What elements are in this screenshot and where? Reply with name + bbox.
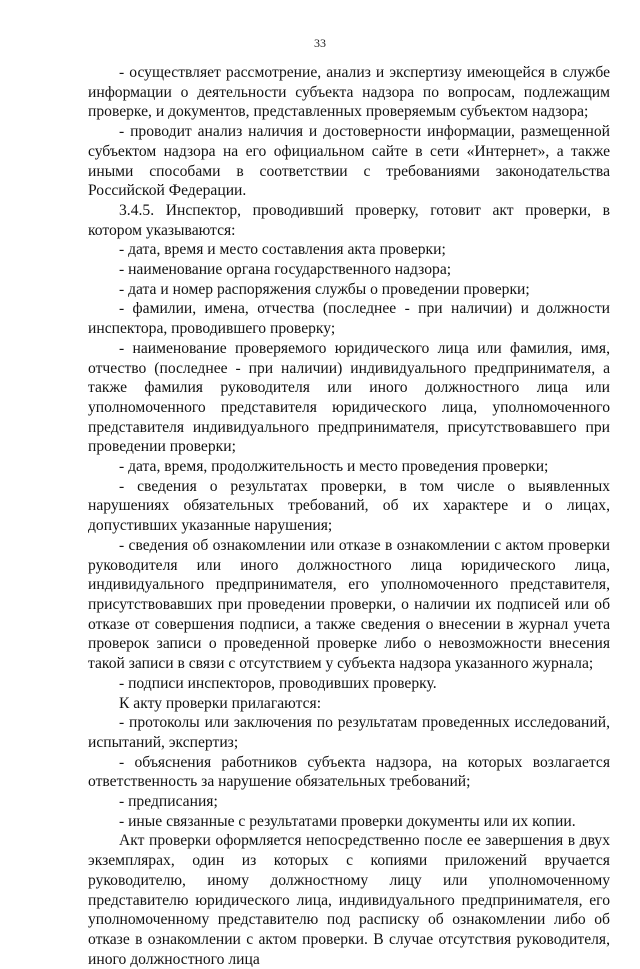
paragraph: - осуществляет рассмотрение, анализ и экспертизу имеющейся в службе информации о деятельности субъекта надзора по вопросам, подлежащим проверке, и документов, представленных проверяемым субъектом надзора;: [88, 64, 610, 121]
paragraph: - наименование органа государственного надзора;: [119, 261, 452, 279]
paragraph: - наименование проверяемого юридического лица или фамилия, имя, отчество (последнее - при наличии) индивидуального предпринимателя, а также фамилия руководителя или иного должностного лица или уполномоченного представителя юридического лица, уполномоченного представителя индивидуального предпринимателя, присутствовавшего при проведении проверки;: [88, 339, 610, 456]
document-body: [88, 63, 610, 969]
paragraph: 3.4.5. Инспектор, проводивший проверку, готовит акт проверки, в котором указываются:: [88, 201, 610, 239]
paragraph: - сведения о результатах проверки, в том числе о выявленных нарушениях обязательных требований, об их характере и о лицах, допустивших указанные нарушения;: [88, 477, 610, 535]
paragraph: - протоколы или заключения по результатам проведенных исследований, испытаний, экспертиз;: [88, 714, 610, 751]
paragraph: Акт проверки оформляется непосредственно после ее завершения в двух экземплярах, один из которых с копиями приложений вручается руководителю, иному должностному лицу или уполномоченному представителю юридического лица, индивидуального предпринимателя, его уполномоченному представителю под расписку об ознакомлении либо об отказе в ознакомлении с актом проверки. В случае отсутствия руководителя, иного должностного лица: [88, 832, 610, 968]
paragraph: - объяснения работников субъекта надзора, на которых возлагается ответственность за нарушение обязательных требований;: [88, 753, 610, 791]
paragraph: - иные связанные с результатами проверки документы или их копии.: [119, 812, 576, 830]
paragraph: - дата, время и место составления акта проверки;: [119, 241, 446, 259]
paragraph: - фамилии, имена, отчества (последнее - при наличии) и должности инспектора, проводившего проверку;: [88, 300, 610, 338]
paragraph: - проводит анализ наличия и достоверности информации, размещенной субъектом надзора на его официальном сайте в сети «Интернет», а также иными способами в соответствии с требованиями законодательства Российской Федерации.: [88, 123, 610, 200]
paragraph: К акту проверки прилагаются:: [119, 694, 322, 712]
paragraph: - дата и номер распоряжения службы о проведении проверки;: [119, 280, 530, 298]
paragraph: - предписания;: [119, 793, 218, 811]
paragraph: - сведения об ознакомлении или отказе в ознакомлении с актом проверки руководителя или иного должностного лица юридического лица, индивидуального предпринимателя, его уполномоченного представителя, присутствовавших при проведении проверки, о наличии их подписей или об отказе от совершения подписи, а также сведения о внесении в журнал учета проверок записи о проведенной проверке либо о невозможности внесения такой записи в связи с отсутствием у субъекта надзора указанного журнала;: [88, 536, 610, 673]
page-number: 33: [314, 36, 326, 50]
paragraph: - дата, время, продолжительность и место проведения проверки;: [119, 458, 549, 476]
paragraph: - подписи инспекторов, проводивших проверку.: [119, 674, 437, 692]
